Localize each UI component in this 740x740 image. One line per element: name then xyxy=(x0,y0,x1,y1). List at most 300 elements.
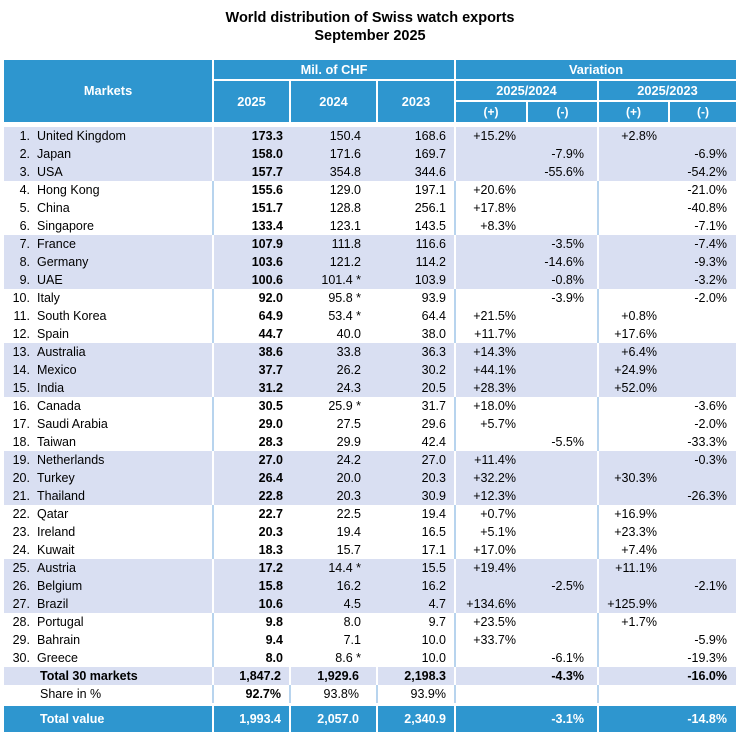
market-rank: 21. xyxy=(12,489,30,504)
value-2025: 155.6 xyxy=(251,183,283,198)
variation-2025-2024-plus: +21.5% xyxy=(473,309,516,324)
market-name: Singapore xyxy=(37,219,94,234)
variation-2025-2023-minus xyxy=(670,595,736,613)
market-name: UAE xyxy=(37,273,63,288)
value-2025: 8.0 xyxy=(265,651,283,666)
market-rank: 17. xyxy=(12,417,30,432)
variation-2025-2023-plus: +2.8% xyxy=(621,129,657,144)
variation-2025-2024-minus xyxy=(528,469,599,487)
table-row xyxy=(4,253,736,271)
variation-2025-2023-minus xyxy=(670,325,736,343)
variation-2025-2023-plus xyxy=(599,235,670,253)
table-row xyxy=(4,397,736,415)
variation-2025-2024-plus: +0.7% xyxy=(480,507,516,522)
value-2025: 173.3 xyxy=(251,129,283,144)
value-2023: 116.6 xyxy=(378,235,456,253)
value-2024: 150.4 xyxy=(329,129,361,144)
value-2023: 64.4 xyxy=(378,307,456,325)
header-var-2025-2023: 2025/2023 xyxy=(599,81,736,102)
market-name: Germany xyxy=(37,255,89,270)
market-cell xyxy=(4,289,214,307)
market-rank: 20. xyxy=(12,471,30,486)
variation-2025-2023-plus: +0.8% xyxy=(621,309,657,324)
table-body xyxy=(4,127,736,667)
variation-2025-2023-minus: -19.3% xyxy=(687,651,727,666)
variation-2025-2023-minus xyxy=(670,343,736,361)
market-rank: 13. xyxy=(12,345,30,360)
variation-2025-2024-minus xyxy=(528,415,599,433)
share-var-2025-2023 xyxy=(599,685,736,703)
market-name: Mexico xyxy=(37,363,77,378)
value-2024: 14.4 * xyxy=(328,561,361,576)
market-cell xyxy=(4,559,214,577)
market-cell xyxy=(4,523,214,541)
market-rank: 12. xyxy=(12,327,30,342)
share-2024: 93.8% xyxy=(291,685,378,703)
variation-2025-2023-plus: +17.6% xyxy=(614,327,657,342)
total-value-2025: 1,993.4 xyxy=(214,706,291,732)
variation-2025-2024-plus: +18.0% xyxy=(473,399,516,414)
market-rank: 4. xyxy=(19,183,30,198)
value-2025: 157.7 xyxy=(251,165,283,180)
variation-2025-2024-minus: -2.5% xyxy=(528,577,599,595)
variation-2025-2023-plus xyxy=(599,397,670,415)
variation-2025-2024-plus: +5.7% xyxy=(480,417,516,432)
value-2024: 19.4 xyxy=(336,525,361,540)
value-2023: 256.1 xyxy=(378,199,456,217)
total-30-2023: 2,198.3 xyxy=(378,667,456,685)
value-2023: 30.9 xyxy=(378,487,456,505)
variation-2025-2024-minus xyxy=(528,199,599,217)
total-30-2025: 1,847.2 xyxy=(214,667,291,685)
value-2025: 10.6 xyxy=(258,597,283,612)
value-2023: 16.5 xyxy=(378,523,456,541)
variation-2025-2023-plus: +16.9% xyxy=(614,507,657,522)
share-2025: 92.7% xyxy=(214,685,291,703)
value-2025: 103.6 xyxy=(251,255,283,270)
variation-2025-2023-plus xyxy=(599,289,670,307)
value-2023: 31.7 xyxy=(378,397,456,415)
table-header xyxy=(4,60,736,122)
market-cell xyxy=(4,415,214,433)
market-cell xyxy=(4,307,214,325)
value-2024: 29.9 xyxy=(336,435,361,450)
variation-2025-2024-minus: -5.5% xyxy=(528,433,599,451)
market-rank: 2. xyxy=(19,147,30,162)
market-name: China xyxy=(37,201,70,216)
table-row xyxy=(4,127,736,145)
value-2025: 92.0 xyxy=(258,291,283,306)
market-cell xyxy=(4,163,214,181)
variation-2025-2024-minus xyxy=(528,127,599,145)
value-2025: 30.5 xyxy=(258,399,283,414)
value-2025: 31.2 xyxy=(258,381,283,396)
value-2023: 168.6 xyxy=(378,127,456,145)
table-row xyxy=(4,505,736,523)
value-2023: 169.7 xyxy=(378,145,456,163)
total-value-row xyxy=(4,706,736,732)
variation-2025-2023-minus xyxy=(670,523,736,541)
market-name: Bahrain xyxy=(37,633,81,648)
market-rank: 9. xyxy=(19,273,30,288)
market-cell xyxy=(4,343,214,361)
variation-2025-2024-plus xyxy=(456,271,528,289)
variation-2025-2024-minus: -7.9% xyxy=(528,145,599,163)
value-2025: 37.7 xyxy=(258,363,283,378)
value-2024: 16.2 xyxy=(336,579,361,594)
value-2023: 42.4 xyxy=(378,433,456,451)
header-chf-group: Mil. of CHF xyxy=(214,60,456,81)
market-name: Ireland xyxy=(37,525,76,540)
market-cell xyxy=(4,505,214,523)
value-2023: 17.1 xyxy=(378,541,456,559)
value-2023: 36.3 xyxy=(378,343,456,361)
total-value-var-2025-2023: -14.8% xyxy=(687,712,727,727)
variation-2025-2023-plus: +11.1% xyxy=(615,561,657,576)
value-2023: 15.5 xyxy=(378,559,456,577)
value-2024: 24.3 xyxy=(336,381,361,396)
share-in-percent-row xyxy=(4,685,736,703)
table-row xyxy=(4,325,736,343)
value-2024: 8.6 * xyxy=(335,651,361,666)
variation-2025-2024-plus: +19.4% xyxy=(473,561,516,576)
value-2024: 26.2 xyxy=(336,363,361,378)
value-2024: 101.4 * xyxy=(321,273,361,288)
variation-2025-2024-minus: -6.1% xyxy=(528,649,599,667)
market-rank: 15. xyxy=(12,381,30,396)
value-2024: 15.7 xyxy=(336,543,361,558)
variation-2025-2024-plus xyxy=(456,235,528,253)
table-row xyxy=(4,307,736,325)
market-rank: 16. xyxy=(12,399,30,414)
value-2023: 344.6 xyxy=(378,163,456,181)
value-2023: 143.5 xyxy=(378,217,456,235)
table-row xyxy=(4,271,736,289)
variation-2025-2023-minus: -21.0% xyxy=(687,183,727,198)
table-row xyxy=(4,559,736,577)
value-2024: 171.6 xyxy=(329,147,361,162)
variation-2025-2024-minus: -55.6% xyxy=(528,163,599,181)
page-title xyxy=(0,9,740,45)
variation-2025-2024-plus: +134.6% xyxy=(466,597,516,612)
variation-2025-2023-minus xyxy=(670,469,736,487)
table-row xyxy=(4,469,736,487)
value-2025: 9.8 xyxy=(265,615,283,630)
market-rank: 26. xyxy=(12,579,30,594)
market-cell xyxy=(4,451,214,469)
exports-table xyxy=(4,60,736,732)
table-row xyxy=(4,145,736,163)
market-name: France xyxy=(37,237,76,252)
variation-2025-2023-minus: -5.9% xyxy=(694,633,727,648)
value-2024: 354.8 xyxy=(329,165,361,180)
market-name: Saudi Arabia xyxy=(37,417,108,432)
market-cell xyxy=(4,631,214,649)
variation-2025-2023-plus: +23.3% xyxy=(614,525,657,540)
header-plus-sign-2: (+) xyxy=(599,102,670,122)
variation-2025-2023-minus: -33.3% xyxy=(687,435,727,450)
variation-2025-2024-plus: +28.3% xyxy=(473,381,516,396)
variation-2025-2024-minus xyxy=(528,361,599,379)
market-cell xyxy=(4,613,214,631)
variation-2025-2023-plus xyxy=(599,415,670,433)
market-rank: 27. xyxy=(12,597,30,612)
variation-2025-2023-minus: -9.3% xyxy=(694,255,727,270)
value-2024: 8.0 xyxy=(343,615,361,630)
value-2024: 111.8 xyxy=(331,237,361,252)
header-variation-group: Variation xyxy=(456,60,736,81)
value-2024: 121.2 xyxy=(329,255,361,270)
value-2023: 30.2 xyxy=(378,361,456,379)
variation-2025-2024-plus: +11.4% xyxy=(474,453,516,468)
market-cell xyxy=(4,397,214,415)
market-rank: 23. xyxy=(12,525,30,540)
market-rank: 28. xyxy=(12,615,30,630)
variation-2025-2024-minus xyxy=(528,307,599,325)
market-rank: 5. xyxy=(19,201,30,216)
market-cell xyxy=(4,379,214,397)
market-rank: 29. xyxy=(12,633,30,648)
header-variation-block xyxy=(456,81,736,122)
table-row xyxy=(4,379,736,397)
market-cell xyxy=(4,181,214,199)
value-2025: 27.0 xyxy=(258,453,283,468)
variation-2025-2024-plus: +11.7% xyxy=(474,327,516,342)
variation-2025-2024-plus xyxy=(456,433,528,451)
value-2024: 53.4 * xyxy=(328,309,361,324)
market-rank: 30. xyxy=(12,651,30,666)
market-cell xyxy=(4,217,214,235)
value-2024: 4.5 xyxy=(343,597,361,612)
variation-2025-2024-minus: -3.9% xyxy=(528,289,599,307)
market-cell xyxy=(4,577,214,595)
variation-2025-2024-plus: +15.2% xyxy=(473,129,516,144)
market-name: Kuwait xyxy=(37,543,75,558)
market-cell xyxy=(4,271,214,289)
value-2024: 95.8 * xyxy=(328,291,361,306)
value-2025: 29.0 xyxy=(258,417,283,432)
variation-2025-2023-plus xyxy=(599,631,670,649)
variation-2025-2023-plus: +6.4% xyxy=(621,345,657,360)
variation-2025-2024-minus: -14.6% xyxy=(528,253,599,271)
value-2024: 40.0 xyxy=(336,327,361,342)
table-row xyxy=(4,415,736,433)
value-2023: 38.0 xyxy=(378,325,456,343)
value-2023: 114.2 xyxy=(378,253,456,271)
value-2024: 22.5 xyxy=(336,507,361,522)
variation-2025-2023-plus xyxy=(599,577,670,595)
market-name: India xyxy=(37,381,65,396)
market-rank: 10. xyxy=(12,291,30,306)
value-2025: 133.4 xyxy=(251,219,283,234)
variation-2025-2023-plus xyxy=(599,253,670,271)
value-2025: 15.8 xyxy=(258,579,283,594)
header-variation-signs xyxy=(456,102,736,122)
table-row xyxy=(4,649,736,667)
value-2024: 25.9 * xyxy=(328,399,361,414)
variation-2025-2023-minus xyxy=(670,127,736,145)
market-cell xyxy=(4,145,214,163)
value-2023: 4.7 xyxy=(378,595,456,613)
value-2025: 20.3 xyxy=(258,525,283,540)
market-cell xyxy=(4,469,214,487)
table-row xyxy=(4,577,736,595)
variation-2025-2024-plus xyxy=(456,577,528,595)
variation-2025-2024-minus xyxy=(528,397,599,415)
market-name: Netherlands xyxy=(37,453,105,468)
header-year-2024: 2024 xyxy=(291,81,378,122)
variation-2025-2023-minus: -3.6% xyxy=(694,399,727,414)
header-markets: Markets xyxy=(4,60,214,122)
market-name: Qatar xyxy=(37,507,69,522)
header-year-2025: 2025 xyxy=(214,81,291,122)
market-name: United Kingdom xyxy=(37,129,126,144)
value-2024: 20.0 xyxy=(336,471,361,486)
value-2025: 18.3 xyxy=(258,543,283,558)
market-name: Brazil xyxy=(37,597,69,612)
market-cell xyxy=(4,253,214,271)
variation-2025-2023-minus: -7.4% xyxy=(694,237,727,252)
market-rank: 3. xyxy=(19,165,30,180)
variation-2025-2023-plus xyxy=(599,433,670,451)
variation-2025-2024-plus: +8.3% xyxy=(480,219,516,234)
variation-2025-2023-minus: -54.2% xyxy=(687,165,727,180)
total-value-2024: 2,057.0 xyxy=(291,706,378,732)
variation-2025-2024-minus xyxy=(528,379,599,397)
variation-2025-2024-plus xyxy=(456,253,528,271)
total-30-label: Total 30 markets xyxy=(4,667,214,685)
variation-2025-2024-plus: +5.1% xyxy=(480,525,516,540)
market-rank: 7. xyxy=(19,237,30,252)
value-2024: 128.8 xyxy=(329,201,361,216)
table-row xyxy=(4,235,736,253)
market-cell xyxy=(4,235,214,253)
variation-2025-2024-plus: +20.6% xyxy=(473,183,516,198)
variation-2025-2024-plus: +23.5% xyxy=(473,615,516,630)
variation-2025-2023-plus xyxy=(599,181,670,199)
variation-2025-2023-minus xyxy=(670,559,736,577)
variation-2025-2024-minus xyxy=(528,559,599,577)
variation-2025-2024-minus xyxy=(528,523,599,541)
market-name: Turkey xyxy=(37,471,75,486)
value-2024: 24.2 xyxy=(336,453,361,468)
table-row xyxy=(4,217,736,235)
total-value-var-2025-2024: -3.1% xyxy=(456,706,599,732)
value-2025: 28.3 xyxy=(258,435,283,450)
header-plus-sign-1: (+) xyxy=(456,102,528,122)
value-2024: 123.1 xyxy=(329,219,361,234)
value-2025: 151.7 xyxy=(251,201,283,216)
table-row xyxy=(4,163,736,181)
variation-2025-2024-plus xyxy=(456,145,528,163)
value-2023: 19.4 xyxy=(378,505,456,523)
value-2025: 158.0 xyxy=(251,147,283,162)
share-2023: 93.9% xyxy=(378,685,456,703)
value-2025: 44.7 xyxy=(258,327,283,342)
variation-2025-2023-minus: -2.0% xyxy=(694,417,727,432)
variation-2025-2023-plus xyxy=(599,271,670,289)
value-2023: 20.5 xyxy=(378,379,456,397)
market-rank: 8. xyxy=(19,255,30,270)
variation-2025-2023-minus xyxy=(670,361,736,379)
market-cell xyxy=(4,199,214,217)
market-cell xyxy=(4,325,214,343)
variation-2025-2023-plus xyxy=(599,145,670,163)
variation-2025-2023-minus: -40.8% xyxy=(687,201,727,216)
market-cell xyxy=(4,361,214,379)
market-name: Japan xyxy=(37,147,72,162)
table-row xyxy=(4,487,736,505)
table-row xyxy=(4,595,736,613)
variation-2025-2024-plus xyxy=(456,649,528,667)
variation-2025-2023-plus xyxy=(599,451,670,469)
variation-2025-2024-minus xyxy=(528,217,599,235)
value-2025: 107.9 xyxy=(251,237,283,252)
market-name: Hong Kong xyxy=(37,183,100,198)
market-rank: 11. xyxy=(13,309,30,324)
header-var-2025-2024: 2025/2024 xyxy=(456,81,599,102)
value-2023: 93.9 xyxy=(378,289,456,307)
market-cell xyxy=(4,649,214,667)
variation-2025-2024-minus xyxy=(528,631,599,649)
variation-2025-2024-minus: -0.8% xyxy=(528,271,599,289)
market-name: Belgium xyxy=(37,579,83,594)
variation-2025-2024-minus xyxy=(528,487,599,505)
variation-2025-2024-plus: +12.3% xyxy=(473,489,516,504)
variation-2025-2023-minus: -26.3% xyxy=(687,489,727,504)
header-group-row xyxy=(214,60,736,81)
variation-2025-2023-minus xyxy=(670,613,736,631)
header-variation-labels xyxy=(456,81,736,102)
variation-2025-2023-plus: +30.3% xyxy=(614,471,657,486)
table-row xyxy=(4,541,736,559)
variation-2025-2023-minus: -2.1% xyxy=(694,579,727,594)
table-row xyxy=(4,451,736,469)
variation-2025-2023-plus xyxy=(599,217,670,235)
variation-2025-2024-plus: +14.3% xyxy=(473,345,516,360)
value-2023: 9.7 xyxy=(378,613,456,631)
table-row xyxy=(4,361,736,379)
variation-2025-2023-minus: -2.0% xyxy=(694,291,727,306)
table-row xyxy=(4,631,736,649)
variation-2025-2023-minus xyxy=(670,505,736,523)
value-2025: 64.9 xyxy=(258,309,283,324)
variation-2025-2024-plus: +44.1% xyxy=(473,363,516,378)
variation-2025-2024-minus xyxy=(528,325,599,343)
market-rank: 19. xyxy=(12,453,30,468)
value-2023: 20.3 xyxy=(378,469,456,487)
variation-2025-2023-minus: -0.3% xyxy=(694,453,727,468)
total-30-var-2025-2024: -4.3% xyxy=(456,667,599,685)
market-name: Spain xyxy=(37,327,69,342)
title-line-1: World distribution of Swiss watch exports xyxy=(225,10,515,26)
variation-2025-2023-plus xyxy=(599,199,670,217)
total-value-label: Total value xyxy=(4,706,214,732)
value-2023: 103.9 xyxy=(378,271,456,289)
value-2023: 197.1 xyxy=(378,181,456,199)
variation-2025-2023-minus xyxy=(670,379,736,397)
market-cell xyxy=(4,595,214,613)
market-name: Canada xyxy=(37,399,81,414)
variation-2025-2024-plus: +17.0% xyxy=(473,543,516,558)
header-year-2023: 2023 xyxy=(378,81,456,122)
table-row xyxy=(4,523,736,541)
market-name: Italy xyxy=(37,291,60,306)
market-cell xyxy=(4,127,214,145)
variation-2025-2024-plus: +17.8% xyxy=(473,201,516,216)
variation-2025-2024-minus xyxy=(528,595,599,613)
market-rank: 18. xyxy=(12,435,30,450)
